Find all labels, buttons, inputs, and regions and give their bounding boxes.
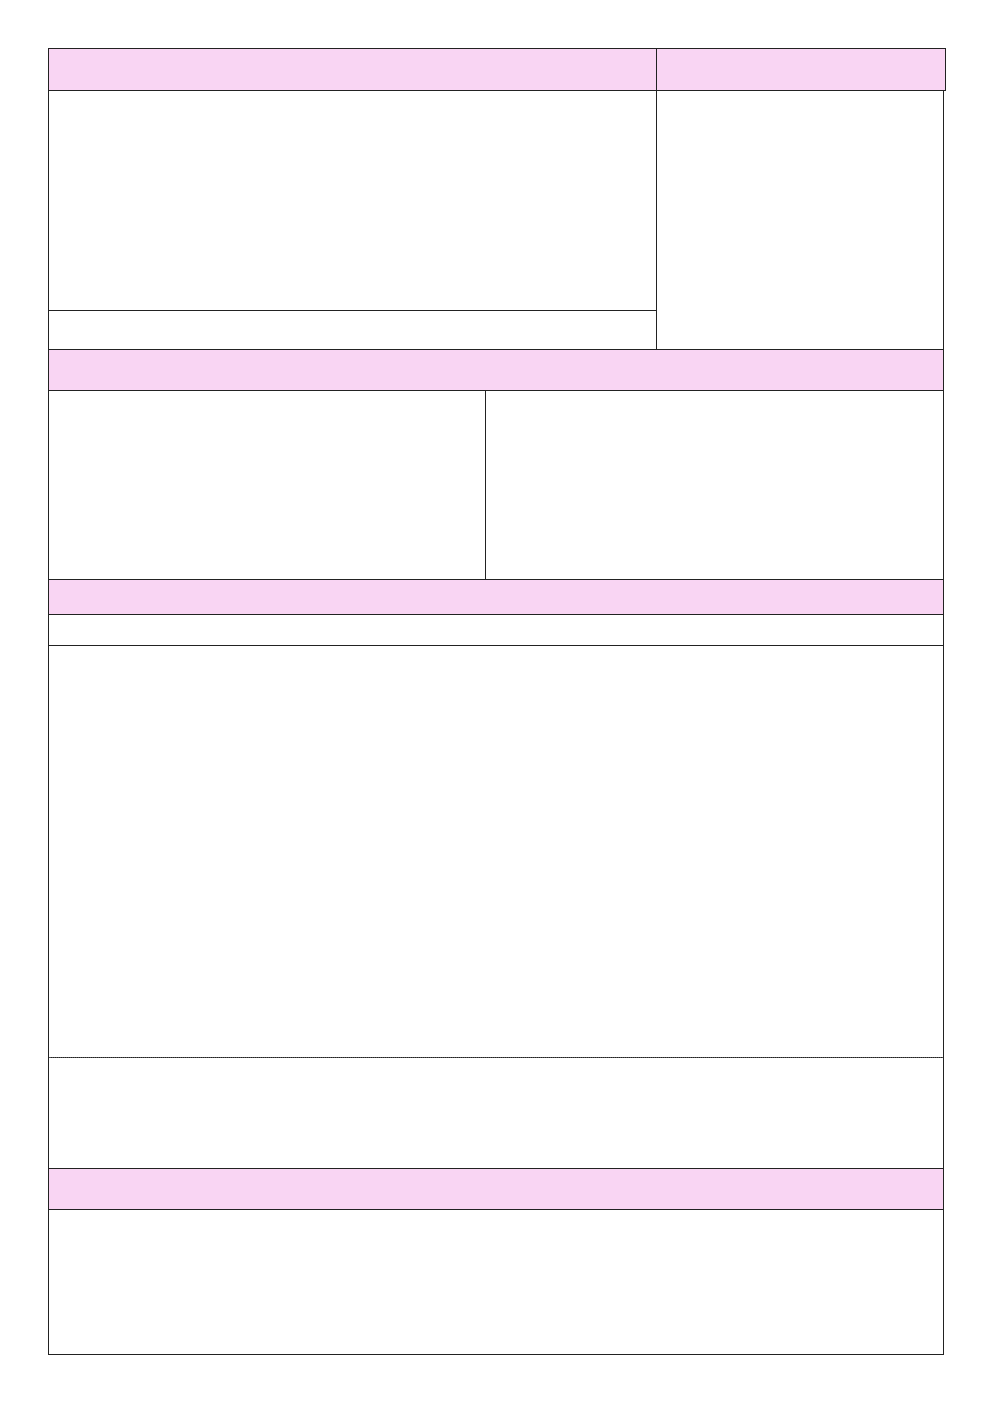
support-section bbox=[48, 1168, 944, 1355]
divider bbox=[485, 391, 486, 580]
support-title bbox=[48, 1168, 944, 1210]
schedule-title bbox=[48, 349, 944, 391]
schedule-section bbox=[48, 349, 944, 580]
offering-title bbox=[48, 579, 944, 615]
online-account bbox=[49, 615, 943, 646]
divider bbox=[656, 90, 657, 350]
quote-section bbox=[48, 1058, 944, 1168]
offering-section bbox=[48, 579, 944, 1058]
worship-title bbox=[48, 48, 657, 91]
worship-section bbox=[48, 48, 944, 350]
birthday-title bbox=[656, 48, 946, 91]
divider bbox=[49, 310, 657, 311]
